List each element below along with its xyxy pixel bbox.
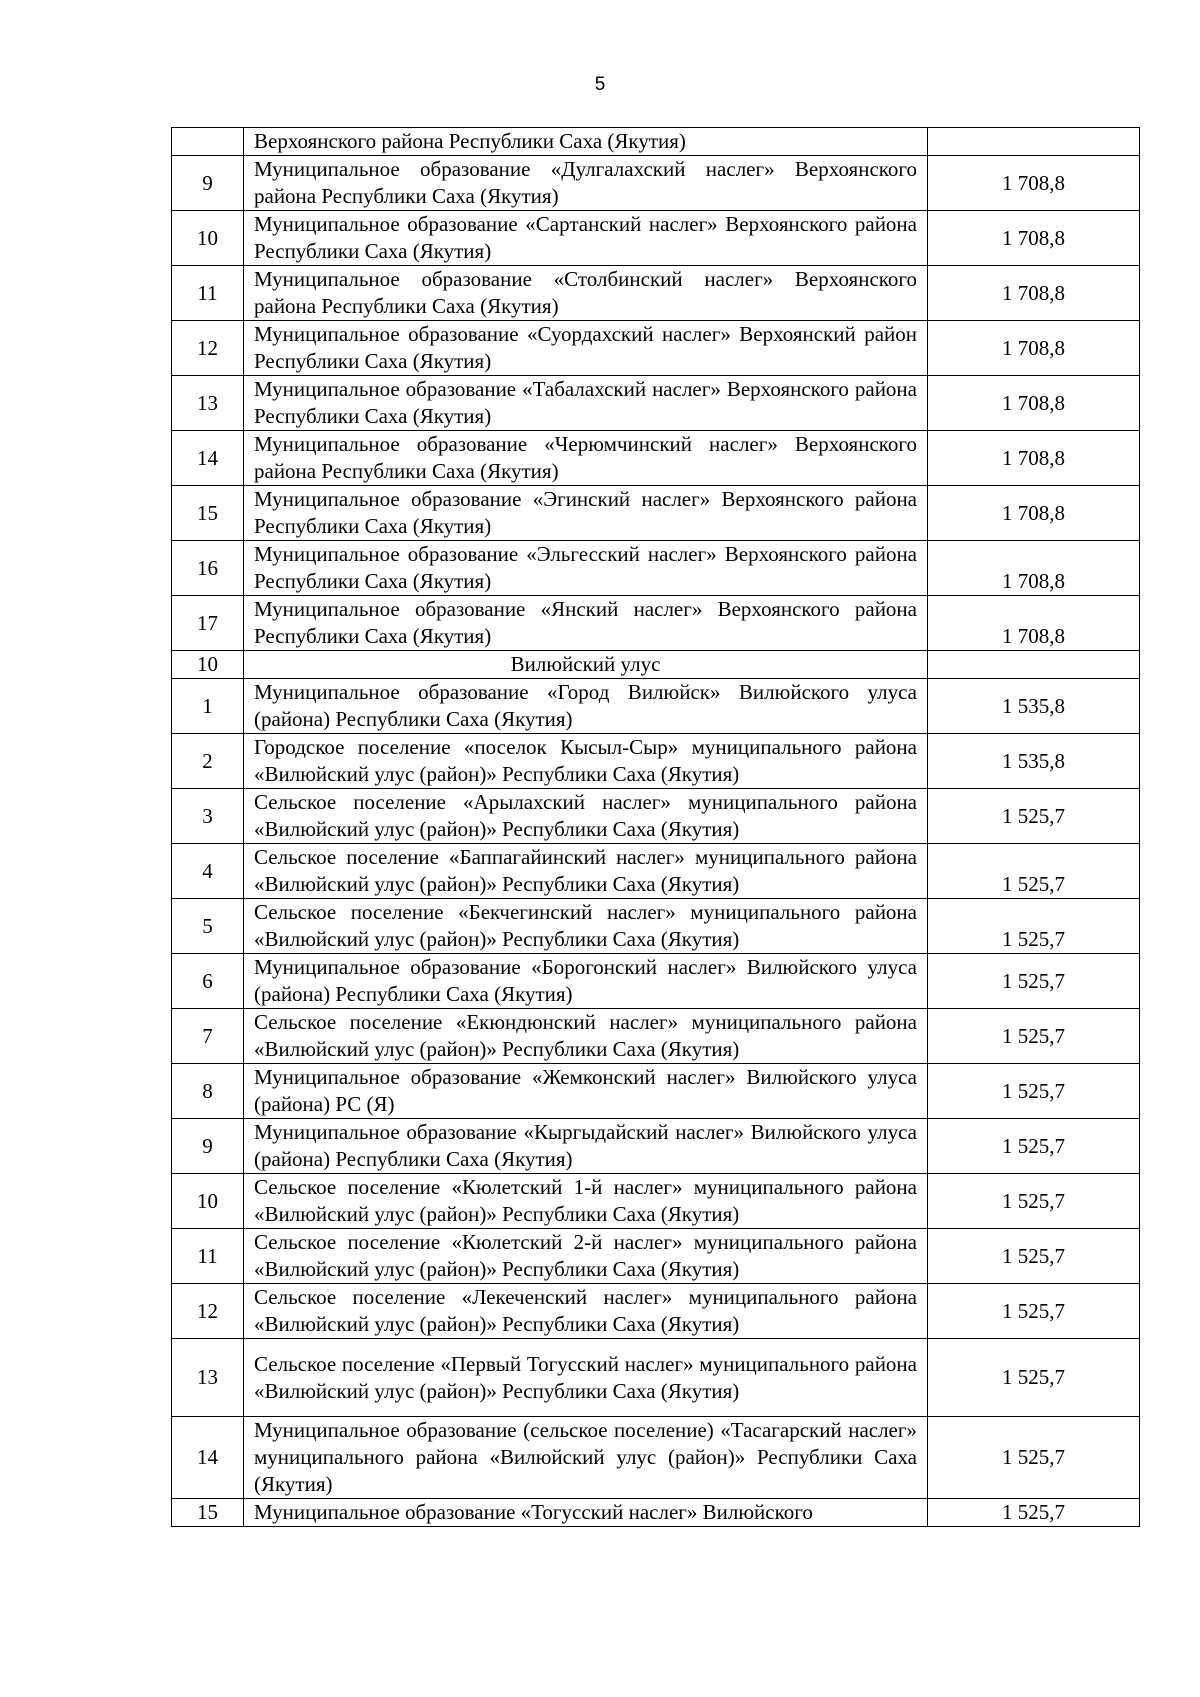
entity-name-cell: Сельское поселение «Первый Тогусский наслег» муниципального района «Вилюйский улус (район)» Республики Саха (Якутия) [244, 1339, 928, 1417]
table-row [172, 679, 1140, 734]
table-row [172, 844, 1140, 899]
amount-cell: 1 708,8 [928, 376, 1140, 431]
entity-name-cell: Муниципальное образование «Суордахский наслег» Верхоянский район Республики Саха (Якутия) [244, 321, 928, 376]
row-number-cell: 10 [172, 211, 244, 266]
row-number-cell: 15 [172, 1499, 244, 1527]
row-number-cell: 14 [172, 431, 244, 486]
amount-cell: 1 525,7 [928, 1229, 1140, 1284]
table-row [172, 1174, 1140, 1229]
table-row [172, 266, 1140, 321]
entity-name-cell: Муниципальное образование «Эльгесский наслег» Верхоянского района Республики Саха (Якутия) [244, 541, 928, 596]
entity-name-cell: Муниципальное образование «Город Вилюйск» Вилюйского улуса (района) Республики Саха (Якутия) [244, 679, 928, 734]
amount-cell: 1 525,7 [928, 954, 1140, 1009]
amount-cell: 1 525,7 [928, 1009, 1140, 1064]
section-title-cell: Вилюйский улус [244, 651, 928, 679]
table-row [172, 156, 1140, 211]
entity-name-cell: Муниципальное образование «Табалахский наслег» Верхоянского района Республики Саха (Якутия) [244, 376, 928, 431]
table-row [172, 1339, 1140, 1417]
table-row [172, 128, 1140, 156]
entity-name-cell: Муниципальное образование «Сартанский наслег» Верхоянского района Республики Саха (Якутия) [244, 211, 928, 266]
amount-cell: 1 525,7 [928, 899, 1140, 954]
row-number-cell: 1 [172, 679, 244, 734]
row-number-cell: 15 [172, 486, 244, 541]
entity-name-cell: Муниципальное образование «Борогонский наслег» Вилюйского улуса (района) Республики Саха (Якутия) [244, 954, 928, 1009]
entity-name-cell: Муниципальное образование «Тогусский наслег» Вилюйского [244, 1499, 928, 1527]
table-row [172, 321, 1140, 376]
entity-name-cell: Муниципальное образование «Столбинский наслег» Верхоянского района Республики Саха (Якутия) [244, 266, 928, 321]
row-number-cell: 11 [172, 266, 244, 321]
entity-name-cell: Сельское поселение «Бекчегинский наслег» муниципального района «Вилюйский улус (район)» Республики Саха (Якутия) [244, 899, 928, 954]
entity-name-cell: Сельское поселение «Кюлетский 1-й наслег» муниципального района «Вилюйский улус (район)» Республики Саха (Якутия) [244, 1174, 928, 1229]
table-row [172, 596, 1140, 651]
amount-cell: 1 708,8 [928, 156, 1140, 211]
amount-cell: 1 525,7 [928, 1499, 1140, 1527]
row-number-cell: 12 [172, 321, 244, 376]
allocation-table [171, 127, 1140, 1527]
row-number-cell: 9 [172, 156, 244, 211]
table-row [172, 1284, 1140, 1339]
amount-cell: 1 708,8 [928, 596, 1140, 651]
table-row [172, 899, 1140, 954]
amount-cell: 1 525,7 [928, 1417, 1140, 1499]
table-row [172, 211, 1140, 266]
row-number-cell: 9 [172, 1119, 244, 1174]
entity-name-cell: Сельское поселение «Арылахский наслег» муниципального района «Вилюйский улус (район)» Республики Саха (Якутия) [244, 789, 928, 844]
table-row [172, 1499, 1140, 1527]
amount-cell: 1 525,7 [928, 789, 1140, 844]
row-number-cell: 7 [172, 1009, 244, 1064]
amount-cell: 1 708,8 [928, 541, 1140, 596]
page-number: 5 [594, 74, 606, 95]
table-row [172, 1417, 1140, 1499]
row-number-cell: 11 [172, 1229, 244, 1284]
row-number-cell: 13 [172, 376, 244, 431]
entity-name-cell: Муниципальное образование «Эгинский наслег» Верхоянского района Республики Саха (Якутия) [244, 486, 928, 541]
row-number-cell: 10 [172, 651, 244, 679]
table-row [172, 734, 1140, 789]
row-number-cell: 12 [172, 1284, 244, 1339]
entity-name-cell: Муниципальное образование «Янский наслег» Верхоянского района Республики Саха (Якутия) [244, 596, 928, 651]
row-number-cell: 2 [172, 734, 244, 789]
amount-cell: 1 708,8 [928, 486, 1140, 541]
row-number-cell: 3 [172, 789, 244, 844]
amount-cell: 1 708,8 [928, 211, 1140, 266]
amount-cell: 1 525,7 [928, 1284, 1140, 1339]
amount-cell: 1 525,7 [928, 1339, 1140, 1417]
entity-name-cell: Сельское поселение «Екюндюнский наслег» муниципального района «Вилюйский улус (район)» Республики Саха (Якутия) [244, 1009, 928, 1064]
amount-cell [928, 128, 1140, 156]
amount-cell: 1 708,8 [928, 431, 1140, 486]
table-row [172, 789, 1140, 844]
row-number-cell: 6 [172, 954, 244, 1009]
table-row [172, 1064, 1140, 1119]
row-number-cell [172, 128, 244, 156]
table-row [172, 1119, 1140, 1174]
row-number-cell: 17 [172, 596, 244, 651]
row-number-cell: 5 [172, 899, 244, 954]
amount-cell: 1 708,8 [928, 266, 1140, 321]
amount-cell [928, 651, 1140, 679]
section-header-row [172, 651, 1140, 679]
entity-name-cell: Сельское поселение «Лекеченский наслег» муниципального района «Вилюйский улус (район)» Республики Саха (Якутия) [244, 1284, 928, 1339]
table-row [172, 1229, 1140, 1284]
entity-name-cell: Муниципальное образование (сельское поселение) «Тасагарский наслег» муниципального района «Вилюйский улус (район)» Республики Саха (Якутия) [244, 1417, 928, 1499]
row-number-cell: 10 [172, 1174, 244, 1229]
entity-name-cell: Сельское поселение «Кюлетский 2-й наслег» муниципального района «Вилюйский улус (район)» Республики Саха (Якутия) [244, 1229, 928, 1284]
amount-cell: 1 525,7 [928, 844, 1140, 899]
amount-cell: 1 525,7 [928, 1119, 1140, 1174]
table-row [172, 486, 1140, 541]
entity-name-cell: Городское поселение «поселок Кысыл-Сыр» муниципального района «Вилюйский улус (район)» Республики Саха (Якутия) [244, 734, 928, 789]
table-row [172, 1009, 1140, 1064]
entity-name-cell: Сельское поселение «Баппагайинский наслег» муниципального района «Вилюйский улус (район)» Республики Саха (Якутия) [244, 844, 928, 899]
table-row [172, 376, 1140, 431]
row-number-cell: 16 [172, 541, 244, 596]
entity-name-cell: Муниципальное образование «Дулгалахский наслег» Верхоянского района Республики Саха (Якутия) [244, 156, 928, 211]
table-row [172, 431, 1140, 486]
table-row [172, 541, 1140, 596]
entity-name-cell: Муниципальное образование «Черюмчинский наслег» Верхоянского района Республики Саха (Якутия) [244, 431, 928, 486]
row-number-cell: 13 [172, 1339, 244, 1417]
amount-cell: 1 525,7 [928, 1064, 1140, 1119]
row-number-cell: 8 [172, 1064, 244, 1119]
amount-cell: 1 535,8 [928, 679, 1140, 734]
row-number-cell: 4 [172, 844, 244, 899]
entity-name-cell: Муниципальное образование «Кыргыдайский наслег» Вилюйского улуса (района) Республики Саха (Якутия) [244, 1119, 928, 1174]
row-number-cell: 14 [172, 1417, 244, 1499]
amount-cell: 1 708,8 [928, 321, 1140, 376]
table-body [172, 128, 1140, 1527]
entity-name-cell: Муниципальное образование «Жемконский наслег» Вилюйского улуса (района) РС (Я) [244, 1064, 928, 1119]
entity-name-cell: Верхоянского района Республики Саха (Якутия) [244, 128, 928, 156]
amount-cell: 1 535,8 [928, 734, 1140, 789]
table-row [172, 954, 1140, 1009]
amount-cell: 1 525,7 [928, 1174, 1140, 1229]
